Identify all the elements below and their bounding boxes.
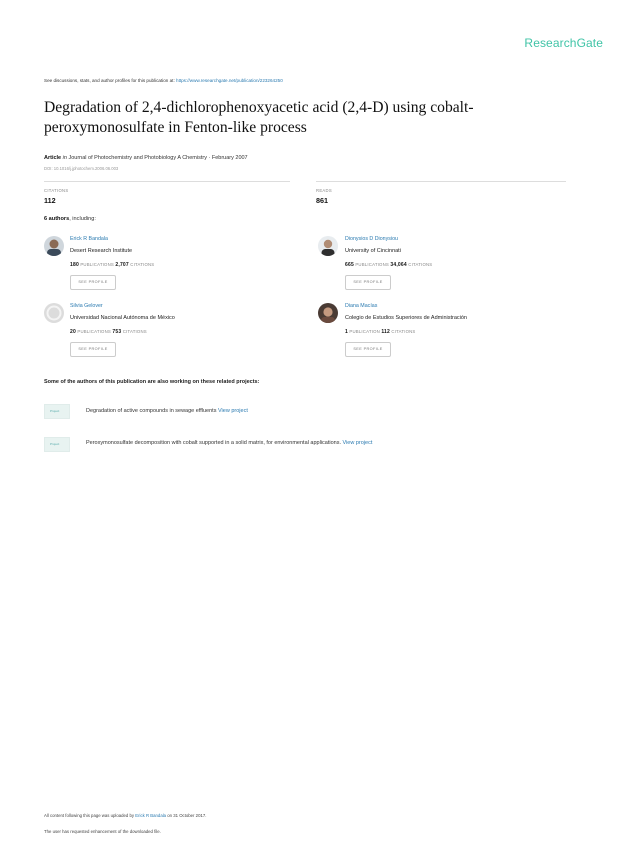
citations-label: CITATIONS bbox=[122, 329, 147, 334]
upload-suffix: on 31 October 2017. bbox=[166, 813, 207, 818]
project-thumbnail[interactable] bbox=[44, 404, 70, 419]
discussions-line bbox=[44, 78, 283, 83]
avatar[interactable] bbox=[318, 236, 338, 256]
see-profile-button[interactable]: SEE PROFILE bbox=[70, 275, 116, 290]
author-institution: Desert Research Institute bbox=[70, 248, 133, 254]
author-stats bbox=[345, 329, 416, 335]
related-projects-heading: Some of the authors of this publication are also working on these related projects: bbox=[44, 379, 260, 385]
project-title: Degradation of active compounds in sewage effluents bbox=[86, 408, 217, 414]
publications-label: PUBLICATION bbox=[349, 329, 380, 334]
citations-count: 753 bbox=[112, 329, 122, 335]
author-stats bbox=[345, 262, 432, 268]
paper-meta bbox=[44, 155, 248, 161]
see-profile-button[interactable]: SEE PROFILE bbox=[70, 342, 116, 357]
divider bbox=[44, 181, 290, 182]
author-institution: Colegio de Estudios Superiores de Administración bbox=[345, 315, 467, 321]
publications-label: PUBLICATIONS bbox=[355, 262, 389, 267]
reads-label: READS bbox=[316, 188, 332, 193]
author-stats bbox=[70, 262, 154, 268]
researchgate-logo[interactable]: ResearchGate bbox=[524, 36, 603, 50]
journal-name: Journal of Photochemistry and Photobiology A Chemistry · February 2007 bbox=[68, 155, 248, 161]
author-name[interactable]: Diana Macías bbox=[345, 303, 378, 309]
project-thumbnail[interactable] bbox=[44, 437, 70, 452]
author-photo-icon bbox=[318, 236, 338, 256]
upload-note bbox=[44, 813, 206, 818]
authors-header bbox=[44, 216, 96, 222]
citations-label: CITATIONS bbox=[408, 262, 433, 267]
citations-count: 2,707 bbox=[115, 262, 129, 268]
publications-label: PUBLICATIONS bbox=[80, 262, 114, 267]
project-title: Peroxymonosulfate decomposition with cobalt supported in a solid matrix, for environmental applications. bbox=[86, 440, 341, 446]
project-item bbox=[86, 408, 248, 414]
publications-count: 180 bbox=[70, 262, 79, 268]
author-photo-icon bbox=[318, 303, 338, 323]
author-stats bbox=[70, 329, 147, 335]
publications-count: 1 bbox=[345, 329, 348, 335]
paper-title-line-1: Degradation of 2,4-dichlorophenoxyacetic acid (2,4-D) using cobalt- bbox=[44, 99, 474, 116]
publications-count: 20 bbox=[70, 329, 76, 335]
avatar[interactable] bbox=[318, 303, 338, 323]
enhancement-note: The user has requested enhancement of the downloaded file. bbox=[44, 829, 161, 834]
project-item bbox=[86, 440, 372, 446]
reads-value: 861 bbox=[316, 196, 328, 205]
avatar[interactable] bbox=[44, 236, 64, 256]
view-project-link[interactable]: View project bbox=[217, 408, 248, 414]
paper-type: Article bbox=[44, 155, 62, 161]
citations-value: 112 bbox=[44, 196, 56, 205]
see-profile-button[interactable]: SEE PROFILE bbox=[345, 275, 391, 290]
author-name[interactable]: Silvia Gelover bbox=[70, 303, 103, 309]
authors-count: 6 authors bbox=[44, 216, 70, 222]
citations-label: CITATIONS bbox=[391, 329, 416, 334]
paper-in: in bbox=[62, 155, 67, 161]
citations-count: 34,064 bbox=[390, 262, 407, 268]
citations-count: 112 bbox=[381, 329, 391, 335]
default-avatar-icon bbox=[44, 303, 64, 323]
publications-count: 665 bbox=[345, 262, 354, 268]
publications-label: PUBLICATIONS bbox=[77, 329, 111, 334]
project-thumb-label: Project bbox=[50, 409, 60, 413]
paper-title bbox=[44, 98, 584, 137]
avatar[interactable] bbox=[44, 303, 64, 323]
discussions-text: See discussions, stats, and author profiles for this publication at: bbox=[44, 78, 177, 83]
author-name[interactable]: Dionysios D Dionysiou bbox=[345, 236, 398, 242]
author-name[interactable]: Erick R Bandala bbox=[70, 236, 108, 242]
upload-prefix: All content following this page was uploaded by bbox=[44, 813, 136, 818]
project-thumb-label: Project bbox=[50, 442, 60, 446]
view-project-link[interactable]: View project bbox=[342, 440, 373, 446]
author-photo-icon bbox=[44, 236, 64, 256]
publication-link[interactable]: https://www.researchgate.net/publication/223264250 bbox=[176, 78, 283, 83]
uploader-link[interactable]: Erick R Bandala bbox=[135, 813, 167, 818]
author-institution: University of Cincinnati bbox=[345, 248, 401, 254]
see-profile-button[interactable]: SEE PROFILE bbox=[345, 342, 391, 357]
paper-title-line-2: peroxymonosulfate in Fenton-like process bbox=[44, 118, 307, 136]
citations-label: CITATIONS bbox=[130, 262, 155, 267]
author-institution: Universidad Nacional Autónoma de México bbox=[70, 315, 175, 321]
authors-suffix: , including: bbox=[69, 216, 96, 222]
paper-doi: DOI: 10.1016/j.jphotochem.2006.06.003 bbox=[44, 166, 119, 171]
citations-label: CITATIONS bbox=[44, 188, 69, 193]
divider bbox=[316, 181, 566, 182]
